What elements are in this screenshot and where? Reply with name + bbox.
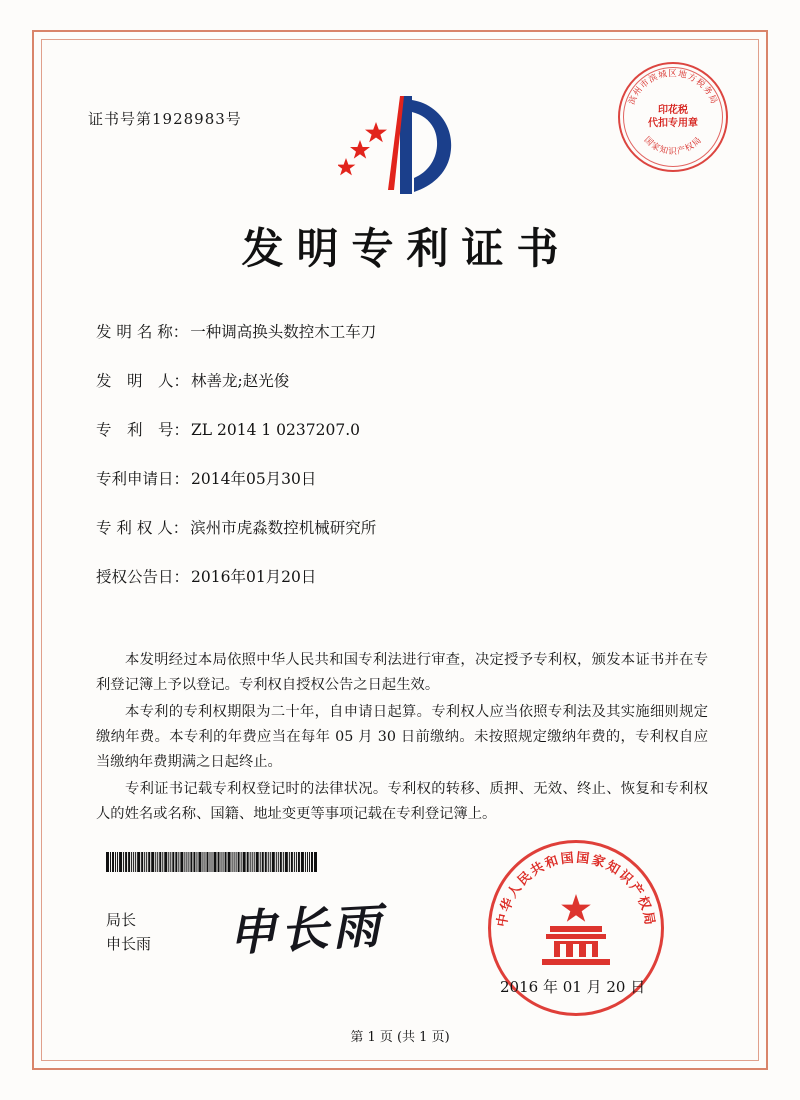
- tax-stamp-line1: 印花税: [658, 105, 688, 116]
- field-patentee: [96, 516, 706, 538]
- field-patent-number: [96, 418, 706, 440]
- field-application-date: [96, 467, 706, 489]
- signature-title-label: 局长: [106, 911, 137, 929]
- fields-list: [96, 320, 706, 614]
- corner-ornament-top-right: [722, 30, 768, 76]
- signature-name-label: 申长雨: [106, 935, 152, 953]
- field-label: 授权公告日：: [96, 568, 190, 586]
- field-value: 一种调高换头数控木工车刀: [190, 323, 377, 341]
- paragraph-1: 本发明经过本局依照中华人民共和国专利法进行审查，决定授予专利权，颁发本证书并在专利登记簿上予以登记。专利权自授权公告之日起生效。: [96, 652, 708, 693]
- tax-stamp-seal: [618, 62, 728, 172]
- corner-ornament-top-left: [32, 30, 78, 76]
- field-value: 滨州市虎淼数控机械研究所: [190, 519, 377, 537]
- page-footer: 第 1 页 (共 1 页): [350, 1030, 450, 1045]
- field-label: 专 利 权 人：: [96, 519, 189, 537]
- certificate-number: 证书号第1928983号: [88, 110, 242, 128]
- page-title: 发明专利证书: [241, 224, 572, 273]
- field-value: 2016年01月20日: [191, 568, 317, 586]
- field-label: 发 明 人：: [96, 372, 190, 390]
- field-invention-title: [96, 320, 706, 342]
- field-value: 林善龙;赵光俊: [191, 372, 290, 390]
- tax-stamp-center: [618, 104, 728, 130]
- patent-barcode: [106, 852, 318, 872]
- sipo-logo-icon: [338, 90, 462, 200]
- field-value: 2014年05月30日: [191, 470, 317, 488]
- field-value: ZL 2014 1 0237207.0: [191, 421, 360, 439]
- field-inventor: [96, 369, 706, 391]
- signature-block: [106, 908, 151, 956]
- tax-stamp-arc-top: 滨州市滨城区地方税务局: [627, 69, 719, 107]
- field-label: 发 明 名 称：: [96, 323, 189, 341]
- paragraph-3: 专利证书记载专利权登记时的法律状况。专利权的转移、质押、无效、终止、恢复和专利权人的姓名或名称、国籍、地址变更等事项记载在专利登记簿上。: [96, 781, 708, 822]
- national-seal-arc-top: 中华人民共和国国家知识产权局: [494, 850, 658, 928]
- tax-stamp-line2: 代扣专用章: [648, 118, 698, 129]
- field-label: 专 利 号：: [96, 421, 190, 439]
- field-label: 专利申请日：: [96, 470, 190, 488]
- paragraph-2: 本专利的专利权期限为二十年，自申请日起算。专利权人应当依照专利法及其实施细则规定缴纳年费。本专利的年费应当在每年 05 月 30 日前缴纳。未按照规定缴纳年费的，专利权自应当缴纳年费期满之日起终止。: [96, 704, 708, 770]
- seal-date: 2016 年 01 月 20 日: [500, 978, 646, 996]
- handwritten-signature: 申长雨: [226, 898, 386, 963]
- tax-stamp-arc-bottom: 国家知识产权局: [641, 135, 705, 157]
- field-grant-announcement-date: [96, 565, 706, 587]
- body-text: [96, 648, 708, 829]
